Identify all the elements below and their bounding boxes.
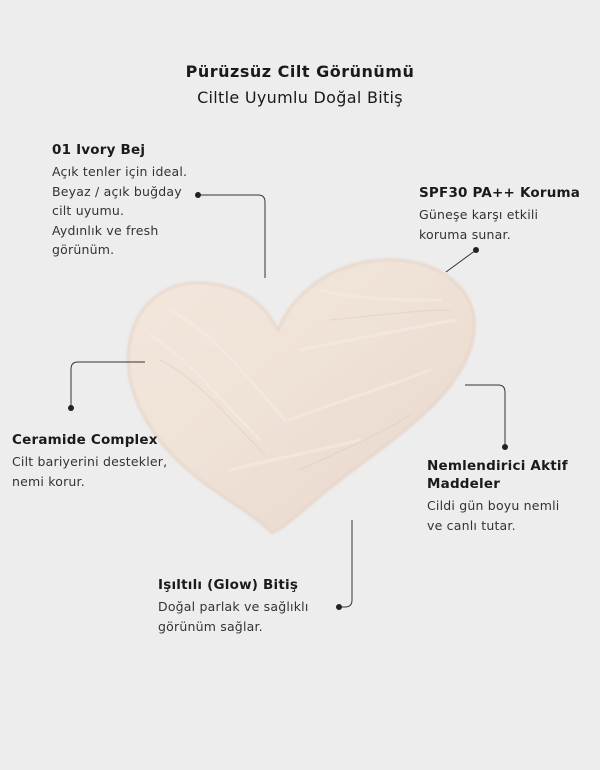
callout-spf [419, 184, 594, 244]
page-title: Pürüzsüz Cilt Görünümü [185, 62, 415, 81]
callout-ceramide-body: Cilt bariyerini destekler, nemi korur. [12, 454, 168, 489]
callout-shade-body: Açık tenler için ideal. Beyaz / açık buğday cilt uyumu. Aydınlık ve fresh görünüm. [52, 164, 188, 257]
callout-glow-title: Işıltılı (Glow) Bitiş [158, 577, 299, 593]
callout-moisture [427, 457, 597, 535]
leader-dot-ceramide [68, 405, 74, 411]
callout-ceramide-title: Ceramide Complex [12, 432, 158, 448]
callout-moisture-body: Cildi gün boyu nemli ve canlı tutar. [427, 498, 560, 533]
leader-line-spf [446, 250, 476, 272]
callout-shade [52, 141, 242, 260]
page-subtitle: Ciltle Uyumlu Doğal Bitiş [197, 88, 403, 107]
callout-glow [158, 576, 368, 636]
callout-moisture-title: Nemlendirici Aktif Maddeler [427, 458, 568, 492]
callout-ceramide [12, 431, 212, 491]
callout-spf-title: SPF30 PA++ Koruma [419, 185, 581, 201]
leader-dot-spf [473, 247, 479, 253]
leader-line-moisture [465, 385, 505, 447]
leader-dot-moisture [502, 444, 508, 450]
callout-spf-body: Güneşe karşı etkili koruma sunar. [419, 207, 539, 242]
callout-glow-body: Doğal parlak ve sağlıklı görünüm sağlar. [158, 599, 309, 634]
callout-shade-title: 01 Ivory Bej [52, 142, 146, 158]
